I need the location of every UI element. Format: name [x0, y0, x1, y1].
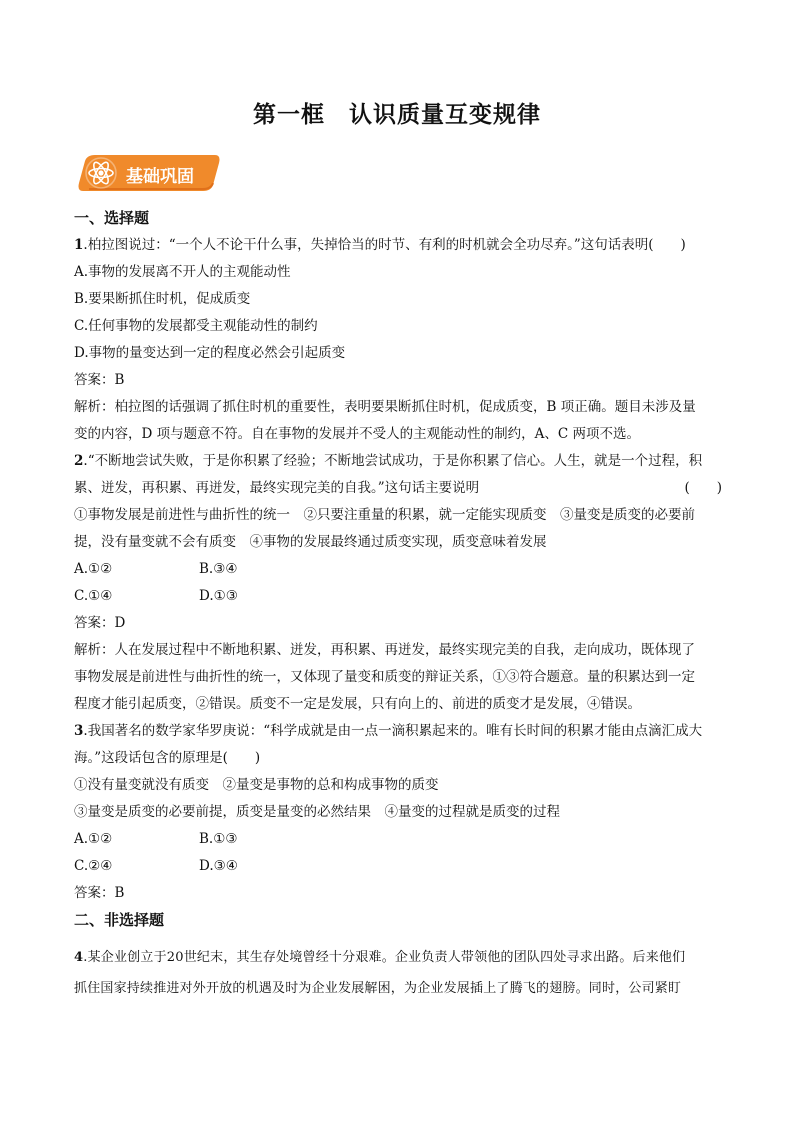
option-a: A.①② — [74, 561, 113, 577]
answer: 答案：B — [74, 885, 125, 901]
question-3-stem-cont: 海。”这段话包含的原理是( ) — [74, 750, 261, 766]
answer: 答案：B — [74, 372, 125, 388]
options-row — [74, 853, 724, 880]
options-row — [74, 826, 724, 853]
option-d: D.③④ — [199, 858, 238, 874]
page-title: 第一框 认识质量互变规律 — [253, 102, 541, 128]
option-d: D.①③ — [199, 588, 238, 604]
question-text: .某企业创立于20世纪末，其生存处境曾经十分艰难。企业负责人带领他的团队四处寻求出路。后来他们 — [83, 950, 686, 965]
analysis-line: 变的内容，D 项与题意不符。自在事物的发展并不受人的主观能动性的制约，A、C 两项不选。 — [74, 426, 640, 442]
option-b: B.③④ — [199, 561, 238, 577]
question-text: .我国著名的数学家华罗庚说：“科学成就是由一点一滴积累起来的。唯有长时间的积累才能由点滴汇成大 — [83, 723, 703, 739]
option-a: A.①② — [74, 831, 113, 847]
question-text: .柏拉图说过：“一个人不论干什么事，失掉恰当的时节、有利的时机就会全功尽弃。”这句话表明( ) — [83, 237, 686, 253]
answer: 答案：D — [74, 615, 126, 631]
question-2-stem — [74, 448, 724, 475]
question-number: 2 — [74, 453, 84, 469]
question-4-stem-cont: 抓住国家持续推进对外开放的机遇及时为企业发展解困，为企业发展插上了腾飞的翅膀。同时，公司紧盯 — [74, 981, 682, 996]
section-heading-choice: 一、选择题 — [74, 209, 150, 227]
option-c: C.①④ — [74, 588, 113, 604]
question-number: 4 — [74, 950, 84, 965]
option-c: C.②④ — [74, 858, 113, 874]
option-c: C.任何事物的发展都受主观能动性的制约 — [74, 318, 318, 334]
analysis-line: 解析：人在发展过程中不断地积累、迸发，再积累、再迸发，最终实现完美的自我，走向成功，既体现了 — [74, 642, 695, 658]
question-text: .“不断地尝试失败，于是你积累了经验；不断地尝试成功，于是你积累了信心。人生，就是一个过程，积 — [83, 453, 703, 469]
question-1-stem — [74, 232, 724, 259]
options-row — [74, 556, 724, 583]
option-a: A.事物的发展离不开人的主观能动性 — [74, 264, 291, 280]
question-text: 累、迸发，再积累、再迸发，最终实现完美的自我。”这句话主要说明 — [74, 480, 480, 496]
question-2-stem-cont — [74, 475, 724, 502]
badge-label: 基础巩固 — [126, 167, 194, 187]
option-b: B.要果断抓住时机，促成质变 — [74, 291, 251, 307]
question-content — [74, 205, 724, 1002]
option-b: B.①③ — [199, 831, 238, 847]
question-number: 3 — [74, 723, 84, 739]
statement-line: 提，没有量变就不会有质变 ④事物的发展最终通过质变实现，质变意味着发展 — [74, 534, 547, 550]
question-4-stem — [74, 944, 724, 971]
analysis-line: 事物发展是前进性与曲折性的统一，又体现了量变和质变的辩证关系，①③符合题意。量的积累达到一定 — [74, 669, 695, 685]
question-number: 1 — [74, 237, 84, 253]
analysis-line: 程度才能引起质变，②错误。质变不一定是发展，只有向上的、前进的质变才是发展，④错误。 — [74, 696, 641, 712]
question-3-stem — [74, 718, 724, 745]
analysis-line: 解析：柏拉图的话强调了抓住时机的重要性，表明要果断抓住时机，促成质变，B 项正确。题目未涉及量 — [74, 399, 696, 415]
option-d: D.事物的量变达到一定的程度必然会引起质变 — [74, 345, 346, 361]
statement-line: ③量变是质变的必要前提，质变是量变的必然结果 ④量变的过程就是质变的过程 — [74, 804, 560, 820]
answer-blank: ( ) — [684, 480, 722, 496]
options-row — [74, 583, 724, 610]
statement-line: ①没有量变就没有质变 ②量变是事物的总和构成事物的质变 — [74, 777, 439, 793]
statement-line: ①事物发展是前进性与曲折性的统一 ②只要注重量的积累，就一定能实现质变 ③量变是质变的必要前 — [74, 507, 695, 523]
section-heading-nonchoice: 二、非选择题 — [74, 911, 165, 929]
